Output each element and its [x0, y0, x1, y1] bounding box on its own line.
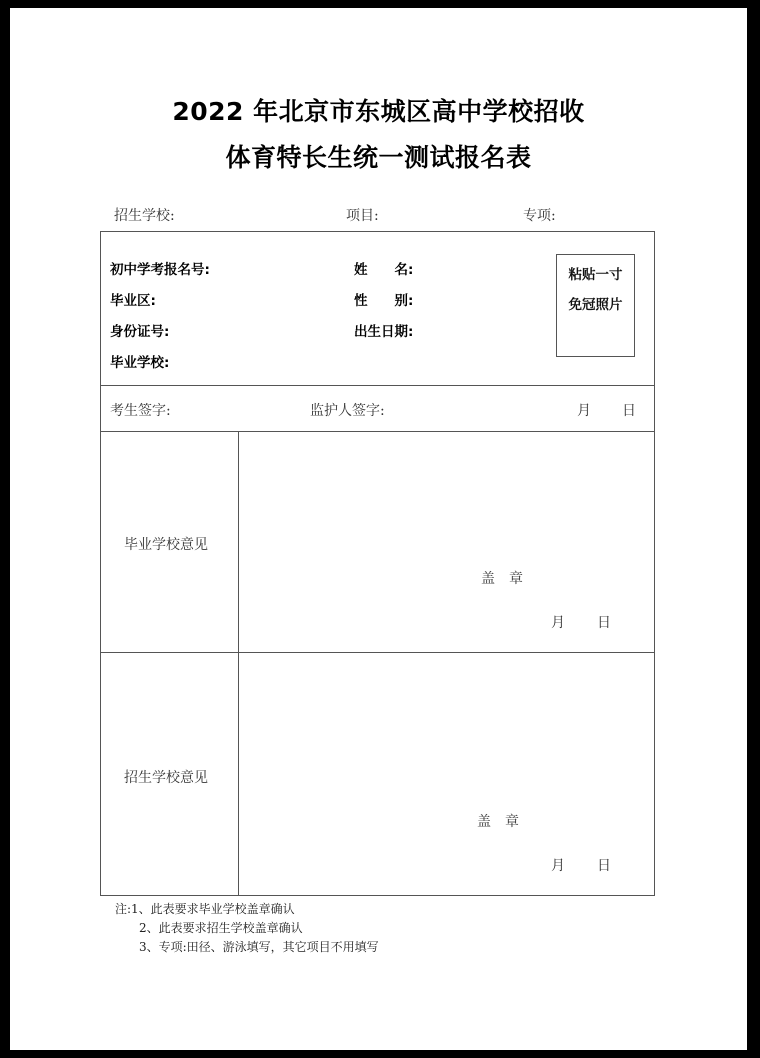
grad-opinion-label: 毕业学校意见 [124, 537, 208, 553]
specialty-field-label: 专项: [523, 208, 556, 224]
admit-day: 日 [597, 858, 611, 874]
signature-month: 月 [577, 403, 591, 419]
admit-seal-label: 盖 章 [477, 814, 519, 830]
signature-day: 日 [622, 403, 636, 419]
project-field-label: 项目: [346, 208, 379, 224]
grad-day: 日 [597, 615, 611, 631]
grad-month: 月 [551, 615, 565, 631]
id-number-label: 身份证号: [110, 324, 170, 340]
guardian-signature-label: 监护人签字: [310, 403, 385, 419]
photo-box [556, 254, 635, 357]
form-title-line1: 2022 年北京市东城区高中学校招收 [172, 97, 585, 126]
divider [101, 431, 654, 432]
form-page [10, 8, 747, 1050]
student-signature-label: 考生签字: [110, 403, 171, 419]
grad-seal-label: 盖 章 [481, 571, 523, 587]
note-line-3: 3、专项:田径、游泳填写，其它项目不用填写 [139, 940, 379, 954]
district-label: 毕业区: [110, 293, 156, 309]
graduation-school-label: 毕业学校: [110, 355, 170, 371]
divider [101, 385, 654, 386]
admit-month: 月 [551, 858, 565, 874]
divider [101, 652, 654, 653]
school-field-label: 招生学校: [114, 208, 175, 224]
photo-text-line1: 粘贴一寸 [568, 267, 623, 283]
note-line-1: 注:1、此表要求毕业学校盖章确认 [115, 902, 295, 916]
gender-label: 性 别: [354, 293, 414, 309]
note-line-2: 2、此表要求招生学校盖章确认 [139, 921, 303, 935]
registration-table [100, 231, 655, 896]
admit-opinion-label: 招生学校意见 [124, 770, 208, 786]
name-label: 姓 名: [354, 262, 414, 278]
birth-date-label: 出生日期: [354, 324, 414, 340]
form-title-line2: 体育特长生统一测试报名表 [225, 143, 532, 172]
column-divider [238, 431, 239, 896]
photo-text-line2: 免冠照片 [568, 297, 623, 313]
exam-number-label: 初中学考报名号: [110, 262, 210, 278]
